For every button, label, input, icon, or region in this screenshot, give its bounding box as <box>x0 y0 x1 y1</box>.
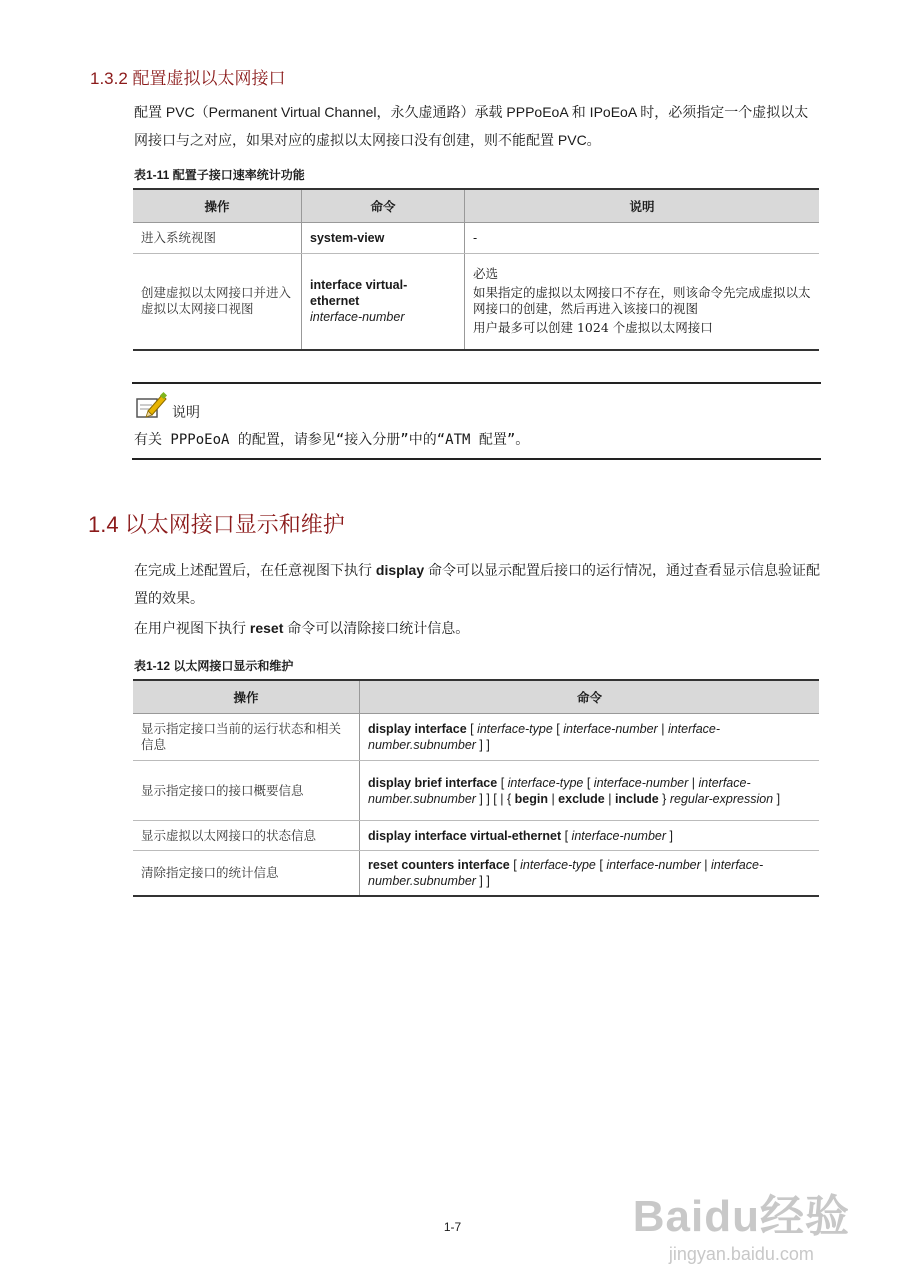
description-line: 用户最多可以创建 1024 个虚拟以太网接口 <box>473 320 713 336</box>
description-line: 如果指定的虚拟以太网接口不存在，则该命令先完成虚拟以太网接口的创建，然后再进入该接口的视图 <box>473 285 811 317</box>
section-heading-1-3-2: 1.3.2 配置虚拟以太网接口 <box>90 69 286 88</box>
text-run: 命令可以清除接口统计信息。 <box>283 620 470 636</box>
table-header: 操作 <box>133 680 360 714</box>
description-cell: - <box>465 223 820 254</box>
command-cell: display interface virtual-ethernet [ interface-number ] <box>360 821 820 851</box>
paragraph-reset <box>134 614 822 642</box>
command-keyword: interface virtual-ethernet <box>310 278 408 309</box>
command-cell: reset counters interface [ interface-type [ interface-number | interface-number.subnumber ] ] <box>360 851 820 897</box>
table-1-12 <box>133 679 819 897</box>
watermark-url: jingyan.baidu.com <box>668 1244 814 1264</box>
section-heading-1-4: 1.4 以太网接口显示和维护 <box>88 512 345 537</box>
command-cell: display brief interface [ interface-type [ interface-number | interface-number.subnumber ] ] [ | { begin | exclude | include } regular-expression ] <box>360 761 820 821</box>
command-cell: display interface [ interface-type [ interface-number | interface-number.subnumber ] ] <box>360 714 820 761</box>
table-header: 操作 <box>133 189 302 223</box>
table-row <box>133 761 819 821</box>
command-cell <box>302 254 465 350</box>
table-1-11-caption: 表1-11 配置子接口速率统计功能 <box>134 168 305 182</box>
table-row <box>133 254 819 350</box>
note-text: 有关 PPPoEoA 的配置，请参见“接入分册”中的“ATM 配置”。 <box>134 432 530 448</box>
command-cell: system-view <box>302 223 465 254</box>
note-pencil-icon <box>134 391 168 421</box>
command-keyword: reset <box>249 620 284 636</box>
operation-cell: 显示指定接口当前的运行状态和相关信息 <box>133 714 360 761</box>
description-cell <box>465 254 820 350</box>
command-keyword: display <box>375 562 425 578</box>
note-box <box>132 382 821 460</box>
operation-cell: 进入系统视图 <box>133 223 302 254</box>
page-number: 1-7 <box>443 1220 462 1234</box>
text-run: 在用户视图下执行 <box>134 620 250 636</box>
text-run: 命令可以显示配置后接口的运行情况，通过查看显示信息验证配置的效果。 <box>134 562 821 606</box>
table-header: 命令 <box>302 189 465 223</box>
command-argument: interface-number <box>310 310 405 325</box>
operation-cell: 显示指定接口的接口概要信息 <box>133 761 360 821</box>
operation-cell: 创建虚拟以太网接口并进入虚拟以太网接口视图 <box>133 254 302 350</box>
table-1-12-caption: 表1-12 以太网接口显示和维护 <box>134 659 294 673</box>
table-row <box>133 223 819 254</box>
watermark-logo: Baidu经验 <box>632 1192 850 1241</box>
table-1-11 <box>133 188 819 351</box>
text-run: 在完成上述配置后，在任意视图下执行 <box>134 562 376 578</box>
note-title: 说明 <box>172 404 200 420</box>
table-header: 说明 <box>465 189 820 223</box>
paragraph-display <box>134 556 822 612</box>
table-header: 命令 <box>360 680 820 714</box>
operation-cell: 清除指定接口的统计信息 <box>133 851 360 897</box>
paragraph-pvc: 配置 PVC（Permanent Virtual Channel，永久虚通路）承载 PPPoEoA 和 IPoEoA 时，必须指定一个虚拟以太网接口与之对应，如果对应的虚拟以太网接口没有创建，则不能配置 PVC。 <box>134 104 809 148</box>
operation-cell: 显示虚拟以太网接口的状态信息 <box>133 821 360 851</box>
table-row <box>133 714 819 761</box>
table-row <box>133 821 819 851</box>
description-line: 必选 <box>473 266 499 282</box>
table-row <box>133 851 819 897</box>
